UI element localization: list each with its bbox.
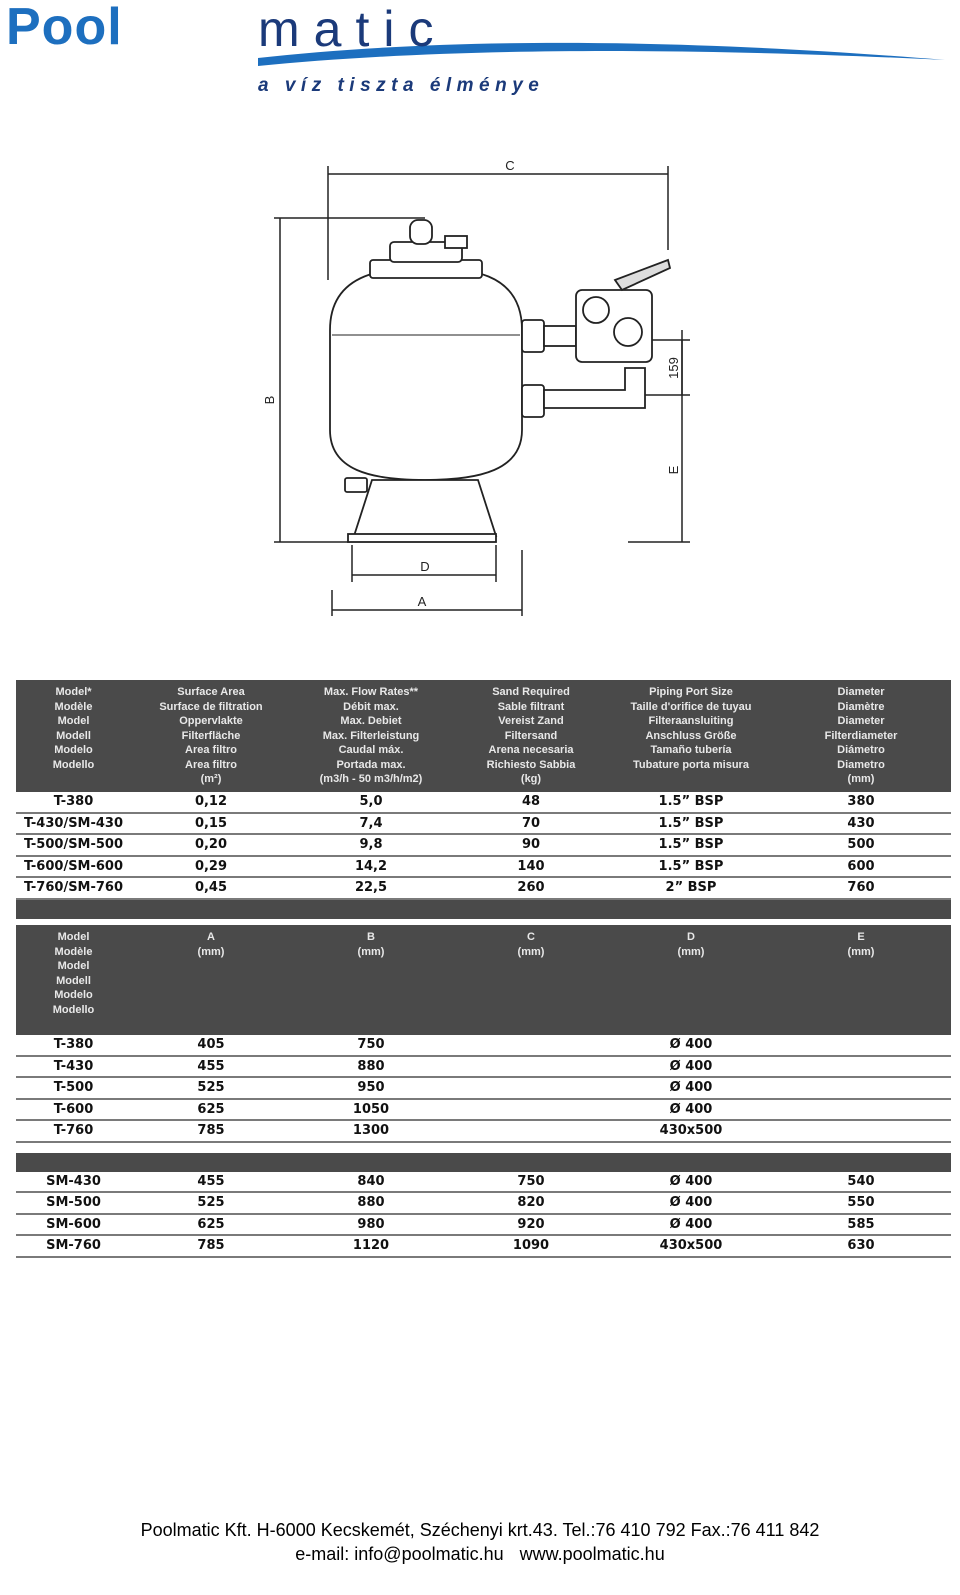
cell-flow: 22,5	[291, 877, 451, 899]
cell-d: Ø 400	[611, 1099, 771, 1121]
header-c: C (mm)	[451, 925, 611, 1035]
cell-model: SM-430	[16, 1172, 131, 1193]
cell-a: 525	[131, 1192, 291, 1214]
cell-c	[451, 1035, 611, 1056]
cell-e	[771, 1056, 951, 1078]
table-row	[16, 856, 951, 878]
footer-email[interactable]: e-mail: info@poolmatic.hu	[295, 1544, 504, 1564]
cell-e	[771, 1077, 951, 1099]
cell-b: 1050	[291, 1099, 451, 1121]
cell-a: 785	[131, 1235, 291, 1257]
cell-model: T-430	[16, 1056, 131, 1078]
cell-d: Ø 400	[611, 1077, 771, 1099]
table-row	[16, 1192, 951, 1214]
cell-d: Ø 400	[611, 1214, 771, 1236]
footer-address: Poolmatic Kft. H-6000 Kecskemét, Széchenyi krt.43. Tel.:76 410 792 Fax.:76 411 842	[140, 1520, 820, 1540]
table-row	[16, 1035, 951, 1056]
cell-flow: 14,2	[291, 856, 451, 878]
cell-a: 455	[131, 1056, 291, 1078]
cell-b: 980	[291, 1214, 451, 1236]
logo-matic: matic	[258, 1, 448, 57]
cell-flow: 9,8	[291, 834, 451, 856]
cell-b: 950	[291, 1077, 451, 1099]
header-a: A (mm)	[131, 925, 291, 1035]
cell-model: T-760	[16, 1120, 131, 1142]
header-surface-area: Surface Area Surface de filtration Oppervlakte Filterfläche Area filtro Area filtro (m²)	[131, 680, 291, 792]
cell-surface: 0,15	[131, 813, 291, 835]
cell-d: 430x500	[611, 1120, 771, 1142]
cell-c: 820	[451, 1192, 611, 1214]
table-row	[16, 1214, 951, 1236]
dimensions-table	[16, 925, 951, 1258]
specifications-table	[16, 680, 951, 919]
page-footer	[0, 1518, 960, 1566]
table-row	[16, 834, 951, 856]
cell-c: 1090	[451, 1235, 611, 1257]
cell-model: T-600	[16, 1099, 131, 1121]
table-row	[16, 1077, 951, 1099]
cell-c	[451, 1077, 611, 1099]
filter-dimension-diagram	[250, 150, 710, 630]
cell-d: Ø 400	[611, 1172, 771, 1193]
cell-b: 880	[291, 1192, 451, 1214]
table-footer-bar	[16, 900, 951, 919]
cell-diameter: 380	[771, 792, 951, 813]
cell-diameter: 760	[771, 877, 951, 899]
cell-surface: 0,29	[131, 856, 291, 878]
cell-b: 880	[291, 1056, 451, 1078]
cell-piping: 1.5” BSP	[611, 834, 771, 856]
cell-sand: 70	[451, 813, 611, 835]
cell-b: 1300	[291, 1120, 451, 1142]
cell-d: Ø 400	[611, 1035, 771, 1056]
cell-e: 540	[771, 1172, 951, 1193]
cell-piping: 1.5” BSP	[611, 856, 771, 878]
table-row	[16, 792, 951, 813]
header-model: Model Modèle Model Modell Modelo Modello	[16, 925, 131, 1035]
cell-c	[451, 1099, 611, 1121]
cell-model: SM-500	[16, 1192, 131, 1214]
label-159: 159	[666, 357, 681, 379]
cell-b: 840	[291, 1172, 451, 1193]
cell-piping: 1.5” BSP	[611, 792, 771, 813]
cell-c	[451, 1120, 611, 1142]
cell-e	[771, 1099, 951, 1121]
cell-sand: 260	[451, 877, 611, 899]
table-row	[16, 813, 951, 835]
cell-b: 1120	[291, 1235, 451, 1257]
table-row	[16, 1172, 951, 1193]
cell-piping: 1.5” BSP	[611, 813, 771, 835]
cell-surface: 0,12	[131, 792, 291, 813]
cell-model: T-430/SM-430	[16, 813, 131, 835]
cell-c	[451, 1056, 611, 1078]
cell-surface: 0,20	[131, 834, 291, 856]
cell-c: 920	[451, 1214, 611, 1236]
header-model: Model* Modèle Model Modell Modelo Modello	[16, 680, 131, 792]
cell-d: 430x500	[611, 1235, 771, 1257]
footer-website[interactable]: www.poolmatic.hu	[519, 1544, 665, 1564]
cell-sand: 90	[451, 834, 611, 856]
table-row	[16, 1056, 951, 1078]
table-row	[16, 1235, 951, 1257]
cell-diameter: 430	[771, 813, 951, 835]
cell-surface: 0,45	[131, 877, 291, 899]
poolmatic-logo	[0, 0, 960, 105]
cell-diameter: 500	[771, 834, 951, 856]
label-b: B	[262, 395, 277, 405]
table-divider-bar	[16, 1153, 951, 1172]
cell-c: 750	[451, 1172, 611, 1193]
cell-model: T-500/SM-500	[16, 834, 131, 856]
table-row	[16, 1120, 951, 1142]
header-b: B (mm)	[291, 925, 451, 1035]
cell-model: SM-760	[16, 1235, 131, 1257]
footer-contact	[0, 1542, 960, 1566]
header-diameter: Diameter Diamètre Diameter Filterdiameter Diámetro Diametro (mm)	[771, 680, 951, 792]
cell-model: T-380	[16, 792, 131, 813]
cell-e: 585	[771, 1214, 951, 1236]
header-e: E (mm)	[771, 925, 951, 1035]
cell-piping: 2” BSP	[611, 877, 771, 899]
cell-a: 405	[131, 1035, 291, 1056]
header-sand: Sand Required Sable filtrant Vereist Zand Filtersand Arena necesaria Richiesto Sabbia (kg)	[451, 680, 611, 792]
table-row	[16, 1099, 951, 1121]
header-d: D (mm)	[611, 925, 771, 1035]
table-row	[16, 877, 951, 899]
cell-model: T-500	[16, 1077, 131, 1099]
cell-flow: 5,0	[291, 792, 451, 813]
label-d: D	[420, 559, 430, 574]
cell-sand: 48	[451, 792, 611, 813]
cell-model: T-380	[16, 1035, 131, 1056]
cell-flow: 7,4	[291, 813, 451, 835]
cell-e: 630	[771, 1235, 951, 1257]
cell-e	[771, 1035, 951, 1056]
cell-model: T-600/SM-600	[16, 856, 131, 878]
label-c: C	[505, 158, 515, 173]
cell-model: SM-600	[16, 1214, 131, 1236]
label-e: E	[666, 465, 681, 475]
cell-d: Ø 400	[611, 1192, 771, 1214]
cell-a: 525	[131, 1077, 291, 1099]
cell-a: 455	[131, 1172, 291, 1193]
cell-model: T-760/SM-760	[16, 877, 131, 899]
header-flow-rate: Max. Flow Rates** Débit max. Max. Debiet Max. Filterleistung Caudal máx. Portada max. (m3/h - 50 m3/h/m2)	[291, 680, 451, 792]
cell-a: 785	[131, 1120, 291, 1142]
cell-e: 550	[771, 1192, 951, 1214]
cell-a: 625	[131, 1214, 291, 1236]
logo-pool: Pool	[6, 0, 123, 56]
logo-tagline: a víz tiszta élménye	[258, 75, 545, 96]
cell-d: Ø 400	[611, 1056, 771, 1078]
label-a: A	[417, 594, 427, 609]
header-piping: Piping Port Size Taille d'orifice de tuyau Filteraansluiting Anschluss Größe Tamaño tubería Tubature porta misura	[611, 680, 771, 792]
cell-sand: 140	[451, 856, 611, 878]
cell-diameter: 600	[771, 856, 951, 878]
cell-a: 625	[131, 1099, 291, 1121]
cell-b: 750	[291, 1035, 451, 1056]
cell-e	[771, 1120, 951, 1142]
